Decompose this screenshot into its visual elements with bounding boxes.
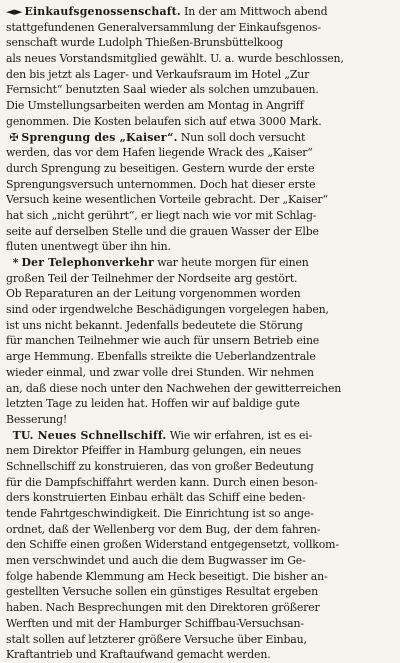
article-first-line: [6, 255, 396, 271]
article-sprengung-kaiser: [6, 130, 396, 256]
article-text-line: den Schiffe einen großen Widerstand entgegensetzt, vollkom-: [6, 538, 339, 552]
article-text-line: sind oder irgendwelche Beschädigungen vorgelegen haben,: [6, 303, 329, 317]
article-text-line: wieder einmal, und zwar volle drei Stunden. Wir nehmen: [6, 365, 314, 379]
article-text-line: stalt sollen auf letzterer größere Versuche über Einbau,: [6, 632, 307, 646]
article-text-line: haben. Nach Besprechungen mit den Direktoren größerer: [6, 601, 320, 615]
article-text-line: senschaft wurde Ludolph Thießen-Brunsbüttelkoog: [6, 36, 283, 50]
article-text-line: für die Dampfschiffahrt werden kann. Durch einen beson-: [6, 475, 318, 489]
article-text-line: als neues Vorstandsmitglied gewählt. U. a. wurde beschlossen,: [6, 52, 344, 66]
arrow-marker-icon: ◄►: [6, 5, 23, 18]
article-text-line: Fernsicht“ benutzten Saal wieder als solchen umzubauen.: [6, 83, 319, 97]
article-first-line: [6, 4, 396, 20]
article-text-line: war heute morgen für einen: [153, 256, 309, 269]
article-text-line: Schnellschiff zu konstruieren, das von großer Bedeutung: [6, 459, 314, 473]
article-neues-schnellschiff: [6, 428, 396, 663]
article-heading: TU. Neues Schnellschiff.: [12, 428, 167, 442]
article-text-line: großen Teil der Teilnehmer der Nordseite arg gestört.: [6, 271, 298, 285]
article-heading: Sprengung des „Kaiser“.: [21, 130, 178, 144]
article-text-line: Versuch keine wesentlichen Vorteile gebracht. Der „Kaiser“: [6, 193, 328, 207]
article-text-line: tende Fahrtgeschwindigkeit. Die Einrichtung ist so ange-: [6, 507, 314, 520]
article-text-line: fluten unentwegt über ihn hin.: [6, 240, 171, 254]
article-text-line: seite auf derselben Stelle und die grauen Wasser der Elbe: [6, 224, 319, 238]
article-einkaufsgenossenschaft: [6, 4, 396, 130]
article-text-line: genommen. Die Kosten belaufen sich auf etwa 3000 Mark.: [6, 114, 322, 128]
article-text-line: Die Umstellungsarbeiten werden am Montag in Angriff: [6, 99, 304, 113]
article-text-line: ders konstruierten Einbau erhält das Schiff eine beden-: [6, 491, 306, 505]
article-text-line: den bis jetzt als Lager- und Verkaufsraum im Hotel „Zur: [6, 67, 310, 81]
article-text-line: Besserung!: [6, 412, 68, 426]
article-heading: Einkaufsgenossenschaft.: [24, 5, 181, 18]
article-text-line: durch Sprengung zu beseitigen. Gestern wurde der erste: [6, 161, 315, 175]
article-text-line: ist uns nicht bekannt. Jedenfalls bedeutete die Störung: [6, 318, 303, 332]
article-text-line: Ob Reparaturen an der Leitung vorgenommen worden: [6, 287, 301, 301]
article-text-line: ordnet, daß der Wellenberg vor dem Bug, der dem fahren-: [6, 522, 321, 536]
ornament-icon: ✠: [9, 130, 19, 144]
article-text-line: Sprengungsversuch unternommen. Doch hat dieser erste: [6, 177, 316, 191]
article-telephonverkehr: [6, 255, 396, 428]
article-text-line: hat sich „nicht gerührt“, er liegt nach wie vor mit Schlag-: [6, 208, 317, 222]
article-text-line: In der am Mittwoch abend: [180, 5, 328, 18]
article-text-line: arge Hemmung. Ebenfalls streikte die Ueberlandzentrale: [6, 350, 316, 364]
article-heading: Der Telephonverkehr: [21, 256, 154, 269]
article-first-line: [6, 428, 396, 444]
article-text-line: Kraftantrieb und Kraftaufwand gemacht werden.: [6, 648, 271, 662]
article-text-line: Werften und mit der Hamburger Schiffbau-Versuchsan-: [6, 616, 304, 630]
article-first-line: [6, 130, 396, 146]
article-text-line: Nun soll doch versucht: [177, 130, 306, 144]
article-text-line: gestellten Versuche sollen ein günstiges Resultat ergeben: [6, 585, 318, 599]
article-text-line: nem Direktor Pfeiffer in Hamburg gelungen, ein neues: [6, 444, 302, 458]
article-text-line: werden, das vor dem Hafen liegende Wrack des „Kaiser“: [6, 146, 313, 160]
asterisk-icon: *: [12, 256, 19, 269]
article-text-line: stattgefundenen Generalversammlung der Einkaufsgenos-: [6, 20, 321, 34]
article-text-line: folge habende Klemmung am Heck beseitigt. Die bisher an-: [6, 569, 328, 583]
article-text-line: für manchen Teilnehmer wie auch für unsern Betrieb eine: [6, 334, 320, 348]
article-text-line: Wie wir erfahren, ist es ei-: [166, 428, 313, 442]
article-text-line: an, daß diese noch unter den Nachwehen der gewitterreichen: [6, 381, 342, 395]
article-text-line: men verschwindet und auch die dem Bugwasser im Ge-: [6, 554, 306, 568]
article-text-line: letzten Tage zu leiden hat. Hoffen wir auf baldige gute: [6, 397, 300, 411]
